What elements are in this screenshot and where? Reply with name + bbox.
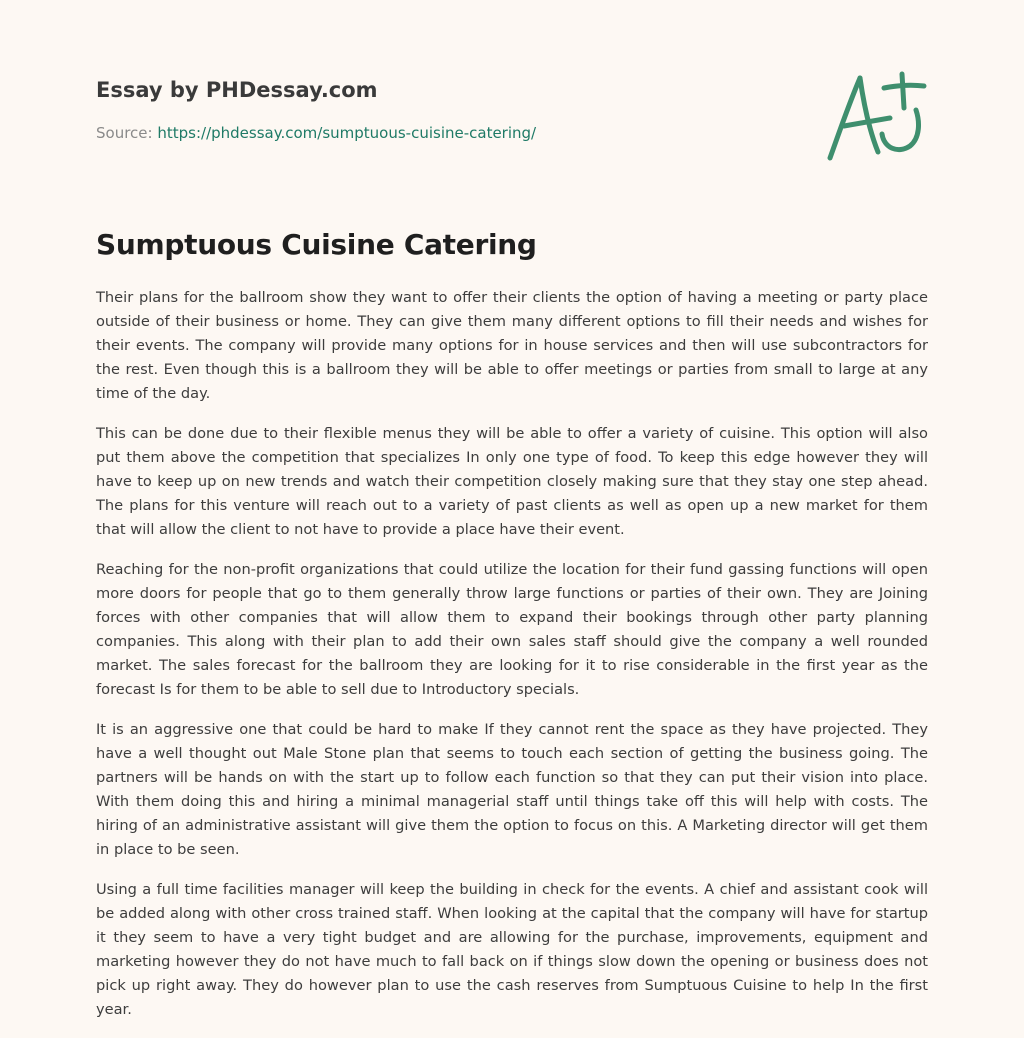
site-title: Essay by PHDessay.com xyxy=(96,78,378,102)
paragraph-5: Using a full time facilities manager will keep the building in check for the events. A chief and assistant cook will be added along with other cross trained staff. When looking at the capital that the company will have for startup it they seem to have a very tight budget and are allowing for the purchase, improvements, equipment and marketing however they do not have much to fall back on if things slow down the opening or business does not pick up right away. They do however plan to use the cash reserves from Sumptuous Cuisine to help In the first year. xyxy=(96,881,928,1018)
paragraph-4: It is an aggressive one that could be hard to make If they cannot rent the space as they have projected. They have a well thought out Male Stone plan that seems to touch each section of getting the business going. The partners will be hands on with the start up to follow each function so that they can put their vision into place. With them doing this and hiring a minimal managerial staff until things take off this will help with costs. The hiring of an administrative assistant will give them the option to focus on this. A Marketing director will get them in place to be seen. xyxy=(96,721,928,858)
paragraph-3: Reaching for the non-profit organizations that could utilize the location for their fund gassing functions will open more doors for people that go to them generally throw large functions or parties of their own. They are Joining forces with other companies that will allow them to expand their bookings through other party planning companies. This along with their plan to add their own sales staff should give the company a well rounded market. The sales forecast for the ballroom they are looking for it to rise considerable in the first year as the forecast Is for them to be able to sell due to Introductory specials. xyxy=(96,561,928,698)
a-plus-logo-icon xyxy=(820,66,930,166)
page-header xyxy=(96,76,928,176)
source-line xyxy=(96,123,928,143)
article-title: Sumptuous Cuisine Catering xyxy=(96,228,537,261)
essay-article xyxy=(96,226,928,1038)
paragraph-1: Their plans for the ballroom show they want to offer their clients the option of having a meeting or party place outside of their business or home. They can give them many different options to fill their needs and wishes for their events. The company will provide many options for in house services and then will use subcontractors for the rest. Even though this is a ballroom they will be able to offer meetings or parties from small to large at any time of the day. xyxy=(96,289,928,402)
paragraph-2: This can be done due to their flexible menus they will be able to offer a variety of cuisine. This option will also put them above the competition that specializes In only one type of food. To keep this edge however they will have to keep up on new trends and watch their competition closely making sure that they stay one step ahead. The plans for this venture will reach out to a variety of past clients as well as open up a new market for them that will allow the client to not have to provide a place have their event. xyxy=(96,425,928,538)
source-link[interactable]: https://phdessay.com/sumptuous-cuisine-catering/ xyxy=(157,124,537,142)
source-label: Source: xyxy=(96,124,153,142)
